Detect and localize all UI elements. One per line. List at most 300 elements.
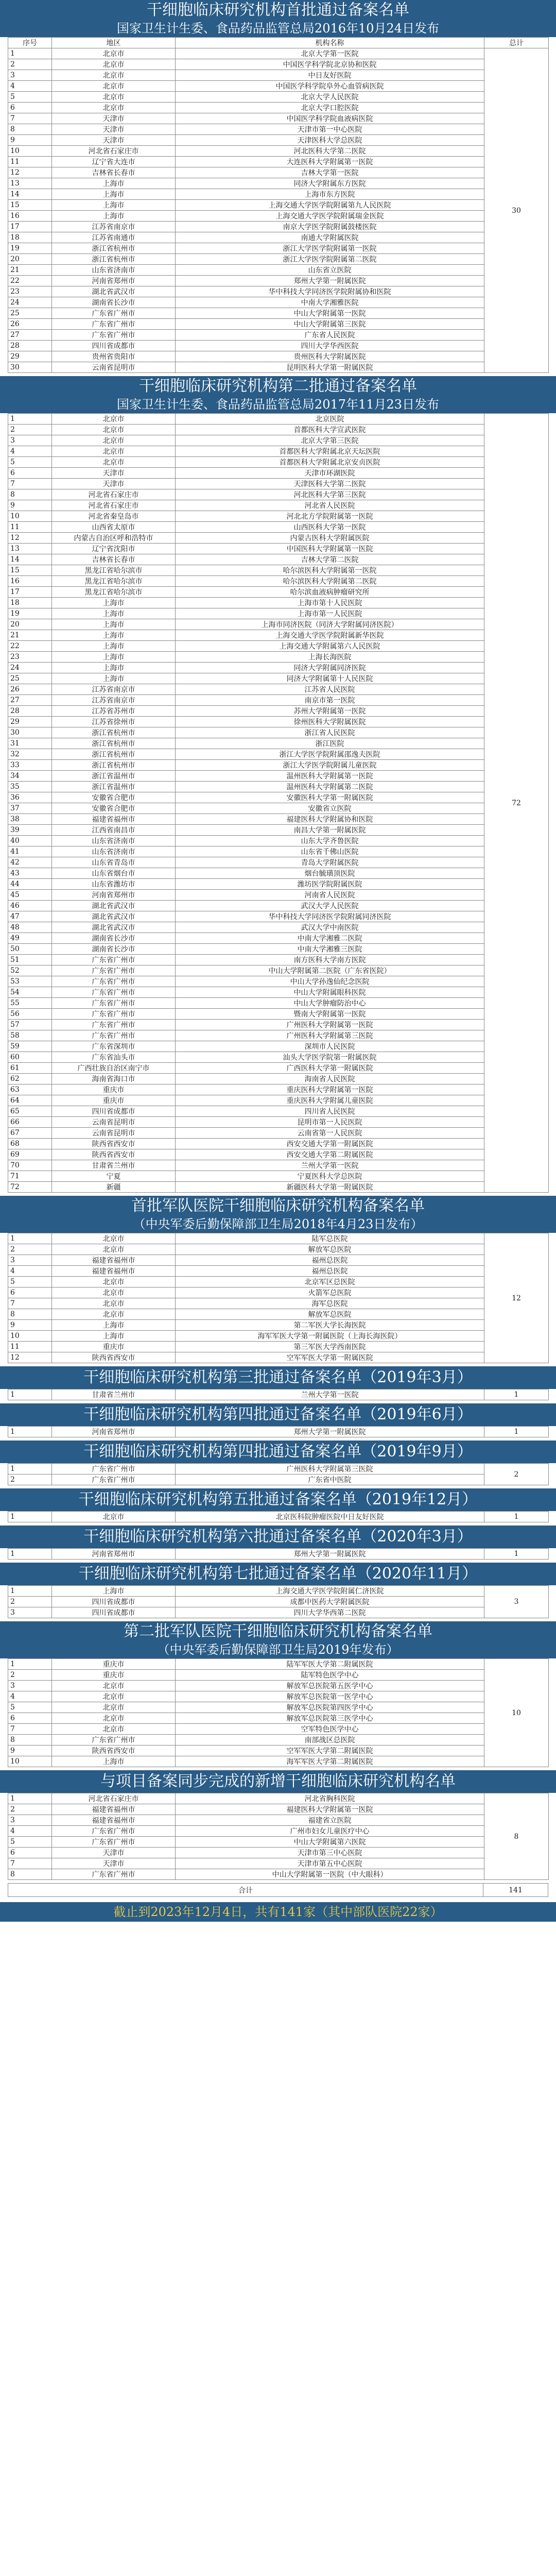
row-number: 8 — [8, 1309, 52, 1320]
row-institution: 中国医学科学院阜外心血管病医院 — [176, 81, 484, 92]
row-number: 17 — [8, 587, 52, 598]
row-institution: 华中科技大学同济医学院附属协和医院 — [176, 286, 484, 297]
row-institution: 浙江大学医学院附属第二医院 — [176, 254, 484, 265]
row-institution: 哈尔滨医科大学附属第一医院 — [176, 565, 484, 576]
row-region: 河南省郑州市 — [52, 1549, 176, 1560]
table-row — [8, 792, 549, 803]
table-row — [8, 1597, 549, 1607]
row-institution: 广州医科大学附属第三医院 — [176, 1464, 484, 1475]
row-number: 27 — [8, 330, 52, 341]
row-institution: 南京市第一医院 — [176, 695, 484, 706]
table-row — [8, 544, 549, 554]
table-row — [8, 1309, 549, 1320]
section-title: 干细胞临床研究机构首批通过备案名单 — [147, 1, 409, 19]
row-institution: 郑州大学第一附属医院 — [176, 1427, 484, 1437]
row-region: 湖南省长沙市 — [52, 944, 176, 955]
row-region: 上海市 — [52, 652, 176, 663]
row-institution: 西安交通大学第一附属医院 — [176, 1139, 484, 1149]
table-row — [8, 1020, 549, 1030]
row-institution: 吉林大学第一医院 — [176, 167, 484, 178]
row-region: 广西壮族自治区南宁市 — [52, 1063, 176, 1074]
row-institution: 南通大学附属医院 — [176, 232, 484, 243]
row-region: 福建省福州市 — [52, 1815, 176, 1826]
row-number: 16 — [8, 211, 52, 222]
table-row — [8, 113, 549, 124]
row-region: 吉林省长春市 — [52, 167, 176, 178]
row-region: 上海市 — [52, 1320, 176, 1331]
table-row — [8, 1244, 549, 1255]
row-number: 19 — [8, 243, 52, 254]
row-institution: 解放军总医院第五医学中心 — [176, 1681, 484, 1691]
row-number: 63 — [8, 1084, 52, 1095]
row-region: 北京市 — [52, 103, 176, 113]
section-table — [8, 1389, 549, 1400]
row-institution: 中山大学附属第一医院 — [176, 308, 484, 319]
row-number: 11 — [8, 1342, 52, 1352]
row-institution: 中国医学科学院北京协和医院 — [176, 59, 484, 70]
row-institution: 内蒙古医科大学附属医院 — [176, 533, 484, 544]
section-total: 1 — [484, 1427, 549, 1437]
row-region: 上海市 — [52, 200, 176, 211]
table-row — [8, 1095, 549, 1106]
row-number: 23 — [8, 652, 52, 663]
row-number: 38 — [8, 814, 52, 825]
row-number: 55 — [8, 998, 52, 1009]
row-number: 65 — [8, 1106, 52, 1117]
row-number: 60 — [8, 1052, 52, 1063]
section-banner — [0, 1196, 556, 1233]
row-region: 安徽省合肥市 — [52, 792, 176, 803]
table-row — [8, 1182, 549, 1193]
row-institution: 安徽医科大学第一附属医院 — [176, 792, 484, 803]
row-number: 10 — [8, 146, 52, 157]
section-banner — [0, 1526, 556, 1548]
row-region: 北京市 — [52, 1512, 176, 1522]
table-row — [8, 522, 549, 533]
section-banner — [0, 1563, 556, 1585]
section-title: 干细胞临床研究机构第六批通过备案名单（2020年3月） — [83, 1528, 473, 1546]
row-number: 49 — [8, 933, 52, 944]
section-table — [8, 37, 549, 373]
row-number: 58 — [8, 1030, 52, 1041]
row-region: 福建省福州市 — [52, 1804, 176, 1815]
row-institution: 中南大学湘雅三医院 — [176, 944, 484, 955]
row-number: 35 — [8, 782, 52, 792]
row-institution: 昆明医科大学第一附属医院 — [176, 362, 484, 373]
row-institution: 河北医科大学第二医院 — [176, 146, 484, 157]
section-subtitle: 国家卫生计生委、食品药品监管总局2016年10月24日发布 — [116, 21, 440, 36]
row-number: 1 — [8, 1389, 52, 1400]
table-row — [8, 1030, 549, 1041]
row-institution: 空军军医大学第一附属医院 — [176, 1352, 484, 1363]
row-number: 11 — [8, 157, 52, 167]
row-region: 北京市 — [52, 425, 176, 435]
table-row — [8, 965, 549, 976]
row-region: 浙江省杭州市 — [52, 760, 176, 771]
row-number: 7 — [8, 1298, 52, 1309]
row-region: 上海市 — [52, 630, 176, 641]
row-region: 浙江省温州市 — [52, 782, 176, 792]
row-institution: 中山大学附属第六医院 — [176, 1837, 484, 1848]
table-row — [8, 684, 549, 695]
row-number: 70 — [8, 1160, 52, 1171]
row-region: 内蒙古自治区呼和浩特市 — [52, 533, 176, 544]
row-number: 48 — [8, 922, 52, 933]
row-institution: 兰州大学第一医院 — [176, 1389, 484, 1400]
row-region: 云南省昆明市 — [52, 1128, 176, 1139]
row-institution: 首都医科大学附属北京安贞医院 — [176, 457, 484, 468]
row-region: 山东省青岛市 — [52, 857, 176, 868]
section-total: 1 — [484, 1549, 549, 1560]
table-row — [8, 468, 549, 479]
row-number: 67 — [8, 1128, 52, 1139]
table-row — [8, 922, 549, 933]
section-table — [8, 1658, 549, 1767]
row-number: 29 — [8, 351, 52, 362]
section-table — [8, 1585, 549, 1618]
table-row — [8, 81, 549, 92]
table-row — [8, 1735, 549, 1745]
row-institution: 昆明市第一人民医院 — [176, 1117, 484, 1128]
row-number: 5 — [8, 1837, 52, 1848]
row-institution: 武汉大学中南医院 — [176, 922, 484, 933]
row-number: 69 — [8, 1149, 52, 1160]
table-row — [8, 1756, 549, 1767]
row-region: 天津市 — [52, 1858, 176, 1869]
table-row — [8, 211, 549, 222]
row-region: 上海市 — [52, 189, 176, 200]
table-row — [8, 1009, 549, 1020]
row-institution: 广东省中医院 — [176, 1475, 484, 1485]
row-number: 9 — [8, 500, 52, 511]
table-row — [8, 1869, 549, 1880]
table-row — [8, 1041, 549, 1052]
table-row — [8, 178, 549, 189]
table-row — [8, 1052, 549, 1063]
row-region: 北京市 — [52, 1691, 176, 1702]
row-region: 重庆市 — [52, 1659, 176, 1670]
row-region: 北京市 — [52, 435, 176, 446]
row-institution: 武汉大学人民医院 — [176, 901, 484, 911]
section-total: 1 — [484, 1389, 549, 1400]
row-region: 上海市 — [52, 1331, 176, 1342]
row-number: 4 — [8, 81, 52, 92]
table-row — [8, 706, 549, 717]
table-row — [8, 598, 549, 608]
section-total: 10 — [484, 1659, 549, 1767]
row-number: 5 — [8, 92, 52, 103]
table-row — [8, 1702, 549, 1713]
row-region: 江苏省南京市 — [52, 222, 176, 232]
table-row — [8, 48, 549, 59]
row-institution: 中山大学附属眼科医院 — [176, 987, 484, 998]
row-number: 56 — [8, 1009, 52, 1020]
table-row — [8, 738, 549, 749]
row-region: 上海市 — [52, 673, 176, 684]
table-row — [8, 103, 549, 113]
row-region: 广东省广州市 — [52, 976, 176, 987]
row-region: 北京市 — [52, 414, 176, 425]
row-number: 10 — [8, 511, 52, 522]
table-header-cell: 序号 — [8, 38, 52, 48]
table-row — [8, 1149, 549, 1160]
row-number: 61 — [8, 1063, 52, 1074]
row-number: 15 — [8, 565, 52, 576]
table-row — [8, 630, 549, 641]
row-institution: 福建省立医院 — [176, 1815, 484, 1826]
section-banner — [0, 1488, 556, 1511]
row-institution: 潍坊医学院附属医院 — [176, 879, 484, 890]
row-number: 20 — [8, 619, 52, 630]
row-institution: 同济大学附属第十人民医院 — [176, 673, 484, 684]
row-region: 北京市 — [52, 92, 176, 103]
row-number: 59 — [8, 1041, 52, 1052]
row-region: 上海市 — [52, 608, 176, 619]
table-row — [8, 511, 549, 522]
row-institution: 烟台毓璜顶医院 — [176, 868, 484, 879]
row-region: 上海市 — [52, 178, 176, 189]
table-row — [8, 1858, 549, 1869]
table-row — [8, 1826, 549, 1837]
section-title: 干细胞临床研究机构第四批通过备案名单（2019年6月） — [83, 1405, 473, 1423]
section-title: 干细胞临床研究机构第七批通过备案名单（2020年11月） — [78, 1565, 478, 1583]
row-region: 贵州省贵阳市 — [52, 351, 176, 362]
table-row — [8, 1117, 549, 1128]
row-region: 湖南省长沙市 — [52, 297, 176, 308]
row-institution: 浙江医院 — [176, 738, 484, 749]
row-number: 20 — [8, 254, 52, 265]
row-number: 68 — [8, 1139, 52, 1149]
row-number: 39 — [8, 825, 52, 836]
row-region: 广东省广州市 — [52, 965, 176, 976]
row-institution: 兰州大学第一医院 — [176, 1160, 484, 1171]
row-institution: 郑州大学第一附属医院 — [176, 276, 484, 286]
row-number: 1 — [8, 1233, 52, 1244]
row-number: 1 — [8, 1659, 52, 1670]
row-region: 天津市 — [52, 1848, 176, 1858]
row-number: 41 — [8, 846, 52, 857]
section-subtitle: （中央军委后勤保障部卫生局2018年4月23日发布） — [133, 1217, 423, 1231]
section-total: 12 — [484, 1233, 549, 1363]
row-region: 河北省秦皇岛市 — [52, 511, 176, 522]
table-row — [8, 1106, 549, 1117]
row-region: 北京市 — [52, 70, 176, 81]
table-row — [8, 587, 549, 598]
row-region: 北京市 — [52, 1244, 176, 1255]
row-region: 天津市 — [52, 468, 176, 479]
section-banner — [0, 0, 556, 37]
row-region: 湖北省武汉市 — [52, 286, 176, 297]
row-region: 浙江省杭州市 — [52, 738, 176, 749]
row-region: 北京市 — [52, 1309, 176, 1320]
row-region: 四川省成都市 — [52, 341, 176, 351]
row-number: 5 — [8, 1277, 52, 1287]
row-number: 9 — [8, 1745, 52, 1756]
row-number: 16 — [8, 576, 52, 587]
table-row — [8, 479, 549, 489]
row-number: 3 — [8, 70, 52, 81]
table-row — [8, 1171, 549, 1182]
row-institution: 首都医科大学宣武医院 — [176, 425, 484, 435]
row-region: 浙江省温州市 — [52, 771, 176, 782]
table-row — [8, 308, 549, 319]
row-institution: 海军军医大学第一附属医院（上海长海医院） — [176, 1331, 484, 1342]
table-row — [8, 814, 549, 825]
row-number: 14 — [8, 189, 52, 200]
row-number: 21 — [8, 265, 52, 276]
row-region: 北京市 — [52, 1233, 176, 1244]
row-institution: 北京军区总医院 — [176, 1277, 484, 1287]
row-region: 河南省郑州市 — [52, 890, 176, 901]
row-institution: 河北北方学院附属第一医院 — [176, 511, 484, 522]
row-number: 4 — [8, 446, 52, 457]
row-number: 2 — [8, 425, 52, 435]
row-institution: 郑州大学第一附属医院 — [176, 1549, 484, 1560]
row-institution: 上海市同济医院（同济大学附属同济医院） — [176, 619, 484, 630]
table-row — [8, 351, 549, 362]
table-row — [8, 92, 549, 103]
row-region: 北京市 — [52, 446, 176, 457]
row-region: 河北省石家庄市 — [52, 500, 176, 511]
row-region: 陕西省西安市 — [52, 1149, 176, 1160]
table-header-row — [8, 38, 549, 48]
section-total: 3 — [484, 1586, 549, 1618]
row-institution: 深圳市人民医院 — [176, 1041, 484, 1052]
table-row — [8, 1804, 549, 1815]
row-institution: 解放军总医院第三医学中心 — [176, 1713, 484, 1724]
table-row — [8, 1233, 549, 1244]
row-institution: 温州医科大学附属第一医院 — [176, 771, 484, 782]
row-institution: 大连医科大学附属第一医院 — [176, 157, 484, 167]
row-number: 3 — [8, 1681, 52, 1691]
table-row — [8, 189, 549, 200]
table-row — [8, 1681, 549, 1691]
row-institution: 广州医科大学附属第三医院 — [176, 1030, 484, 1041]
row-region: 北京市 — [52, 1298, 176, 1309]
row-region: 江苏省徐州市 — [52, 717, 176, 727]
row-number: 34 — [8, 771, 52, 782]
row-region: 天津市 — [52, 113, 176, 124]
row-region: 浙江省杭州市 — [52, 727, 176, 738]
table-row — [8, 879, 549, 890]
row-institution: 重庆医科大学附属第一医院 — [176, 1084, 484, 1095]
row-number: 4 — [8, 1826, 52, 1837]
table-row — [8, 955, 549, 965]
row-institution: 上海交通大学医学院附属仁济医院 — [176, 1586, 484, 1597]
row-institution: 山西医科大学第一医院 — [176, 522, 484, 533]
table-row — [8, 1320, 549, 1331]
row-region: 重庆市 — [52, 1670, 176, 1681]
section-table — [8, 1463, 549, 1485]
table-row — [8, 1549, 549, 1560]
table-row — [8, 608, 549, 619]
row-institution: 哈尔滨血液病肿瘤研究所 — [176, 587, 484, 598]
row-region: 新疆 — [52, 1182, 176, 1193]
table-row — [8, 1815, 549, 1826]
row-institution: 解放军总医院第一医学中心 — [176, 1691, 484, 1702]
row-institution: 广东省人民医院 — [176, 330, 484, 341]
row-institution: 上海市第一人民医院 — [176, 608, 484, 619]
table-row — [8, 1352, 549, 1363]
table-row — [8, 695, 549, 706]
row-region: 海南省海口市 — [52, 1074, 176, 1084]
row-institution: 南方医科大学南方医院 — [176, 955, 484, 965]
row-number: 27 — [8, 695, 52, 706]
row-number: 1 — [8, 1586, 52, 1597]
row-region: 江苏省苏州市 — [52, 706, 176, 717]
row-number: 18 — [8, 232, 52, 243]
table-row — [8, 222, 549, 232]
row-number: 40 — [8, 836, 52, 846]
row-institution: 天津市第五中心医院 — [176, 1858, 484, 1869]
row-institution: 吉林大学第二医院 — [176, 554, 484, 565]
row-institution: 首都医科大学附属北京天坛医院 — [176, 446, 484, 457]
row-region: 四川省成都市 — [52, 1597, 176, 1607]
section-banner — [0, 376, 556, 413]
row-number: 2 — [8, 59, 52, 70]
table-row — [8, 727, 549, 738]
row-number: 7 — [8, 479, 52, 489]
section-title: 与项目备案同步完成的新增干细胞临床研究机构名单 — [100, 1772, 456, 1790]
row-number: 12 — [8, 1352, 52, 1363]
row-institution: 中南大学湘雅医院 — [176, 297, 484, 308]
row-region: 广东省广州市 — [52, 1030, 176, 1041]
table-row — [8, 673, 549, 684]
row-institution: 上海交通大学医学院附属第九人民医院 — [176, 200, 484, 211]
row-institution: 四川大学华西医院 — [176, 341, 484, 351]
row-region: 河北省石家庄市 — [52, 1793, 176, 1804]
table-row — [8, 868, 549, 879]
row-institution: 山东省千佛山医院 — [176, 846, 484, 857]
row-region: 北京市 — [52, 81, 176, 92]
row-number: 22 — [8, 276, 52, 286]
table-row — [8, 933, 549, 944]
row-region: 北京市 — [52, 1287, 176, 1298]
row-region: 北京市 — [52, 1724, 176, 1735]
row-number: 2 — [8, 1475, 52, 1485]
row-institution: 上海长海医院 — [176, 652, 484, 663]
row-institution: 中国医学科学院血液病医院 — [176, 113, 484, 124]
table-row — [8, 1298, 549, 1309]
table-row — [8, 911, 549, 922]
row-number: 53 — [8, 976, 52, 987]
row-region: 广东省广州市 — [52, 330, 176, 341]
row-number: 26 — [8, 319, 52, 330]
row-institution: 南部战区总医院 — [176, 1735, 484, 1745]
row-institution: 空军特色医学中心 — [176, 1724, 484, 1735]
row-region: 黑龙江省哈尔滨市 — [52, 576, 176, 587]
row-number: 23 — [8, 286, 52, 297]
row-region: 广东省广州市 — [52, 1020, 176, 1030]
row-number: 5 — [8, 1702, 52, 1713]
table-row — [8, 297, 549, 308]
table-row — [8, 167, 549, 178]
row-institution: 河北医科大学第三医院 — [176, 489, 484, 500]
table-row — [8, 135, 549, 146]
row-institution: 海南省人民医院 — [176, 1074, 484, 1084]
row-institution: 江苏省人民医院 — [176, 684, 484, 695]
section-title: 干细胞临床研究机构第三批通过备案名单（2019年3月） — [83, 1368, 473, 1386]
section-table — [8, 1548, 549, 1560]
row-number: 44 — [8, 879, 52, 890]
row-number: 57 — [8, 1020, 52, 1030]
row-institution: 北京大学口腔医院 — [176, 103, 484, 113]
table-row — [8, 576, 549, 587]
table-row — [8, 124, 549, 135]
table-row — [8, 890, 549, 901]
row-number: 31 — [8, 738, 52, 749]
row-region: 江苏省南京市 — [52, 695, 176, 706]
